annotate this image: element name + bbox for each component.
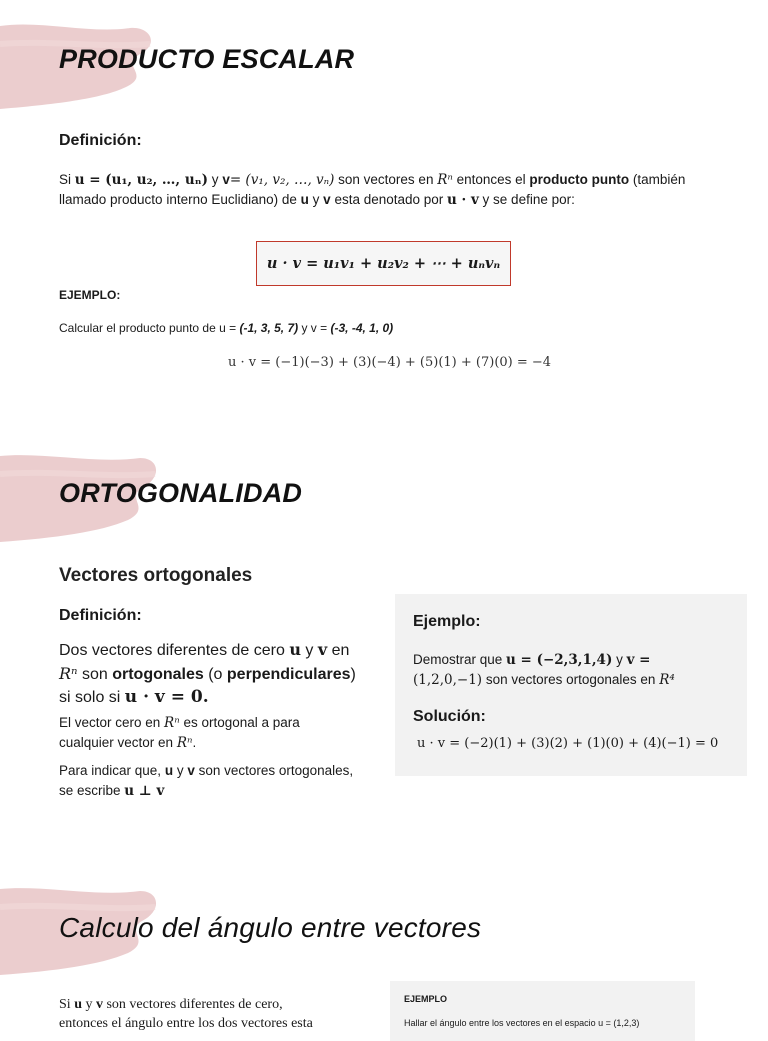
definition-heading: Definición: bbox=[59, 607, 142, 624]
example-box bbox=[395, 594, 747, 776]
zero-vector-note: El vector cero en Rⁿ es ortogonal a para cualquier vector en Rⁿ. bbox=[59, 715, 300, 751]
section-title: PRODUCTO ESCALAR bbox=[59, 44, 355, 74]
definition-heading: Definición: bbox=[59, 132, 142, 149]
definition-paragraph: Si u = (u₁, u₂, …, uₙ) y v= (v₁, v₂, …, vₙ) son vectores en Rⁿ entonces el producto punto (también llamado producto interno Euclidiano) de u y v esta denotado por u · v y se define por: bbox=[59, 172, 686, 208]
section-title: Calculo del ángulo entre vectores bbox=[59, 912, 482, 943]
subsection-title: Vectores ortogonales bbox=[59, 565, 253, 586]
angle-paragraph: Si u y v son vectores diferentes de cero, entonces el ángulo entre los dos vectores esta bbox=[59, 997, 313, 1031]
notation-note: Para indicar que, u y v son vectores ortogonales, se escribe u ⊥ v bbox=[59, 763, 354, 799]
example-calculation: u · v = (−1)(−3) + (3)(−4) + (5)(1) + (7)(0) = −4 bbox=[228, 355, 552, 370]
example-label: EJEMPLO: bbox=[59, 288, 121, 302]
example-statement: Demostrar que u = (−2,3,1,4) y v = (1,2,0,−1) son vectores ortogonales en R⁴ bbox=[413, 652, 675, 688]
dot-product-formula: u · v = u₁v₁ + u₂v₂ + ⋯ + uₙvₙ bbox=[256, 241, 511, 286]
example-statement: Hallar el ángulo entre los vectores en el espacio u = (1,2,3) bbox=[404, 1018, 640, 1028]
section-title: ORTOGONALIDAD bbox=[59, 478, 303, 508]
solution-calculation: u · v = (−2)(1) + (3)(2) + (1)(0) + (4)(−1) = 0 bbox=[417, 736, 719, 751]
vector-u: u = (u₁, u₂, …, uₙ) bbox=[74, 172, 209, 188]
orthogonal-definition: Dos vectores diferentes de cero u y v en Rⁿ son ortogonales (o perpendiculares) si solo si u · v = 0. bbox=[59, 640, 356, 707]
example-label: EJEMPLO bbox=[404, 994, 448, 1004]
angle-example-box bbox=[390, 981, 695, 1041]
example-heading: Ejemplo: bbox=[413, 613, 481, 630]
solution-heading: Solución: bbox=[413, 708, 486, 725]
example-statement: Calcular el producto punto de u = (-1, 3, 5, 7) y v = (-3, -4, 1, 0) bbox=[59, 321, 394, 335]
